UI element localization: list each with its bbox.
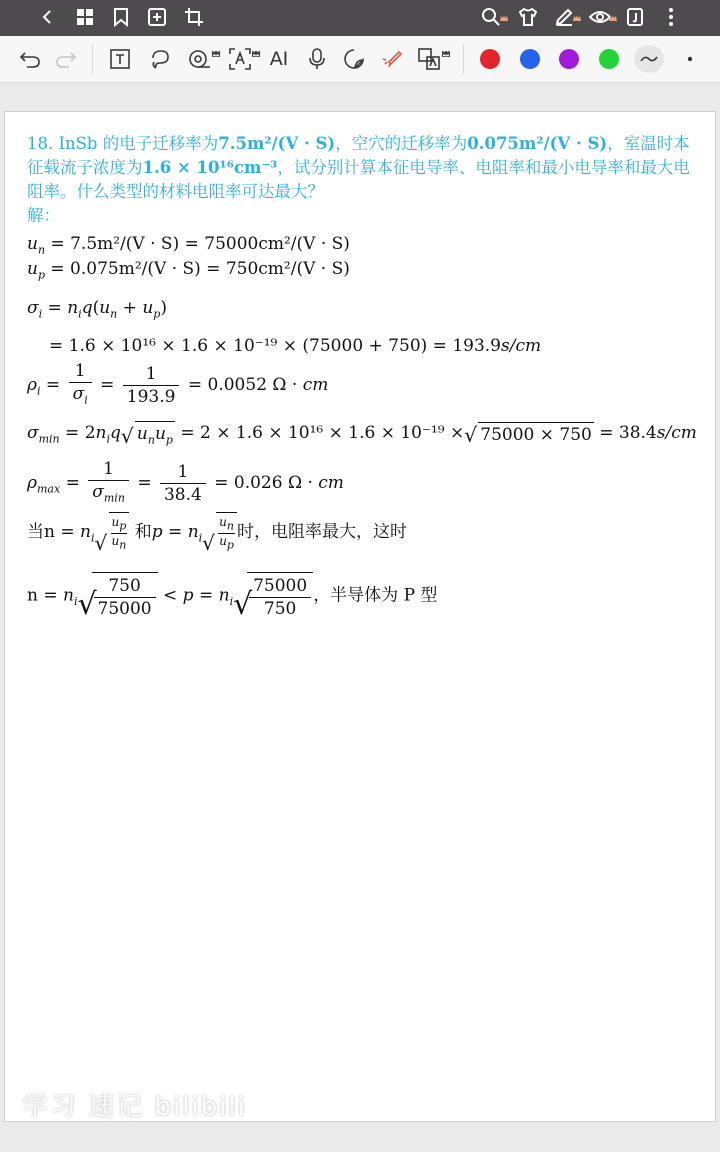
premium-crown-icon <box>212 42 220 48</box>
lasso-icon[interactable] <box>146 45 174 73</box>
grid-icon[interactable] <box>72 4 98 30</box>
rho-max-calc: $\rho_{max}$ = $\frac{1}{\sigma_{min}}$ = $\frac{1}{38.4}$ = 0.026 Ω · cm <box>27 459 344 506</box>
top-bar <box>0 0 720 36</box>
stroke-style-icon[interactable] <box>634 45 664 73</box>
video-watermark: 学习 速记 bilibili <box>22 1092 247 1122</box>
sigma-min-calc: $\sigma_{min} = 2n_iq$ √ $u_nu_p = 2 \times 1.6 \times 10^{16} \times 1.6 \times 10^{-19}$ × √ 75000 × 750 = 38.4s/cm <box>27 421 697 446</box>
mic-icon[interactable] <box>303 45 331 73</box>
more-icon[interactable] <box>658 4 684 30</box>
mobility-electron: $u_n = 7.5m^2/(V \cdot S) = 75000cm^2/(V \cdot S)$ <box>27 234 350 257</box>
premium-crown-icon <box>609 6 617 12</box>
sticker-icon[interactable] <box>340 45 368 73</box>
premium-crown-icon <box>252 42 260 48</box>
ai-button[interactable]: AI <box>269 48 289 70</box>
undo-icon[interactable] <box>16 45 44 73</box>
color-purple[interactable] <box>559 49 579 69</box>
sigma-i-formula: $\sigma_i = n_iq(u_n + u_p)$ <box>27 298 167 321</box>
final-result: $n = n_i$ √ $\frac{750}{75000}$ < $p = n_i$ √ $\frac{75000}{750}$ ，半导体为 P 型 <box>27 572 437 620</box>
max-resistivity-condition: 当$n = n_i$ √ $\frac{u_p}{u_n}$ 和$p = n_i$ √ $\frac{u_n}{u_p}$ 时，电阻率最大，这时 <box>27 512 407 553</box>
export-icon[interactable] <box>622 4 648 30</box>
redo-icon[interactable] <box>52 45 80 73</box>
color-red[interactable] <box>480 49 500 69</box>
translate-icon[interactable] <box>415 45 443 73</box>
tape-icon[interactable] <box>186 45 214 73</box>
sigma-i-calc: = 1.6 × 10¹⁶ × 1.6 × 10⁻¹⁹ × (75000 + 750) = 193.9s/cm <box>49 336 542 356</box>
laser-icon[interactable] <box>378 45 406 73</box>
back-icon[interactable] <box>35 4 61 30</box>
toolbar-divider <box>92 44 93 74</box>
mobility-hole: $u_p = 0.075m^2/(V \cdot S) = 750cm^2/(V \cdot S)$ <box>27 259 350 282</box>
premium-crown-icon <box>573 6 581 12</box>
tool-bar <box>0 36 720 83</box>
premium-crown-icon <box>500 6 508 12</box>
rho-i-calc: $\rho_i$ = $\frac{1}{\sigma_i}$ = $\frac{1}{193.9}$ = 0.0052 Ω · cm <box>27 361 329 408</box>
ocr-icon[interactable] <box>226 45 254 73</box>
question-text: 18. InSb 的电子迁移率为7.5m²/(V · S)，空穴的迁移率为0.075m²/(V · S)，室温时本征载流子浓度为1.6 × 10¹⁶cm⁻³，试分别计算本征电导率、电阻率和最小电导率和最大电阻率。什么类型的材料电阻率可达最大？ 解： <box>27 134 690 225</box>
pen-size-dot-icon[interactable] <box>676 45 704 73</box>
text-box-icon[interactable] <box>106 45 134 73</box>
solution-label: 解： <box>27 206 60 225</box>
premium-crown-icon <box>442 42 450 48</box>
note-page[interactable] <box>4 111 716 1122</box>
bookmark-icon[interactable] <box>108 4 134 30</box>
toolbar-divider <box>463 44 464 74</box>
shirt-icon[interactable] <box>515 4 541 30</box>
color-green[interactable] <box>599 49 619 69</box>
crop-icon[interactable] <box>181 4 207 30</box>
add-page-icon[interactable] <box>144 4 170 30</box>
color-blue[interactable] <box>520 49 540 69</box>
